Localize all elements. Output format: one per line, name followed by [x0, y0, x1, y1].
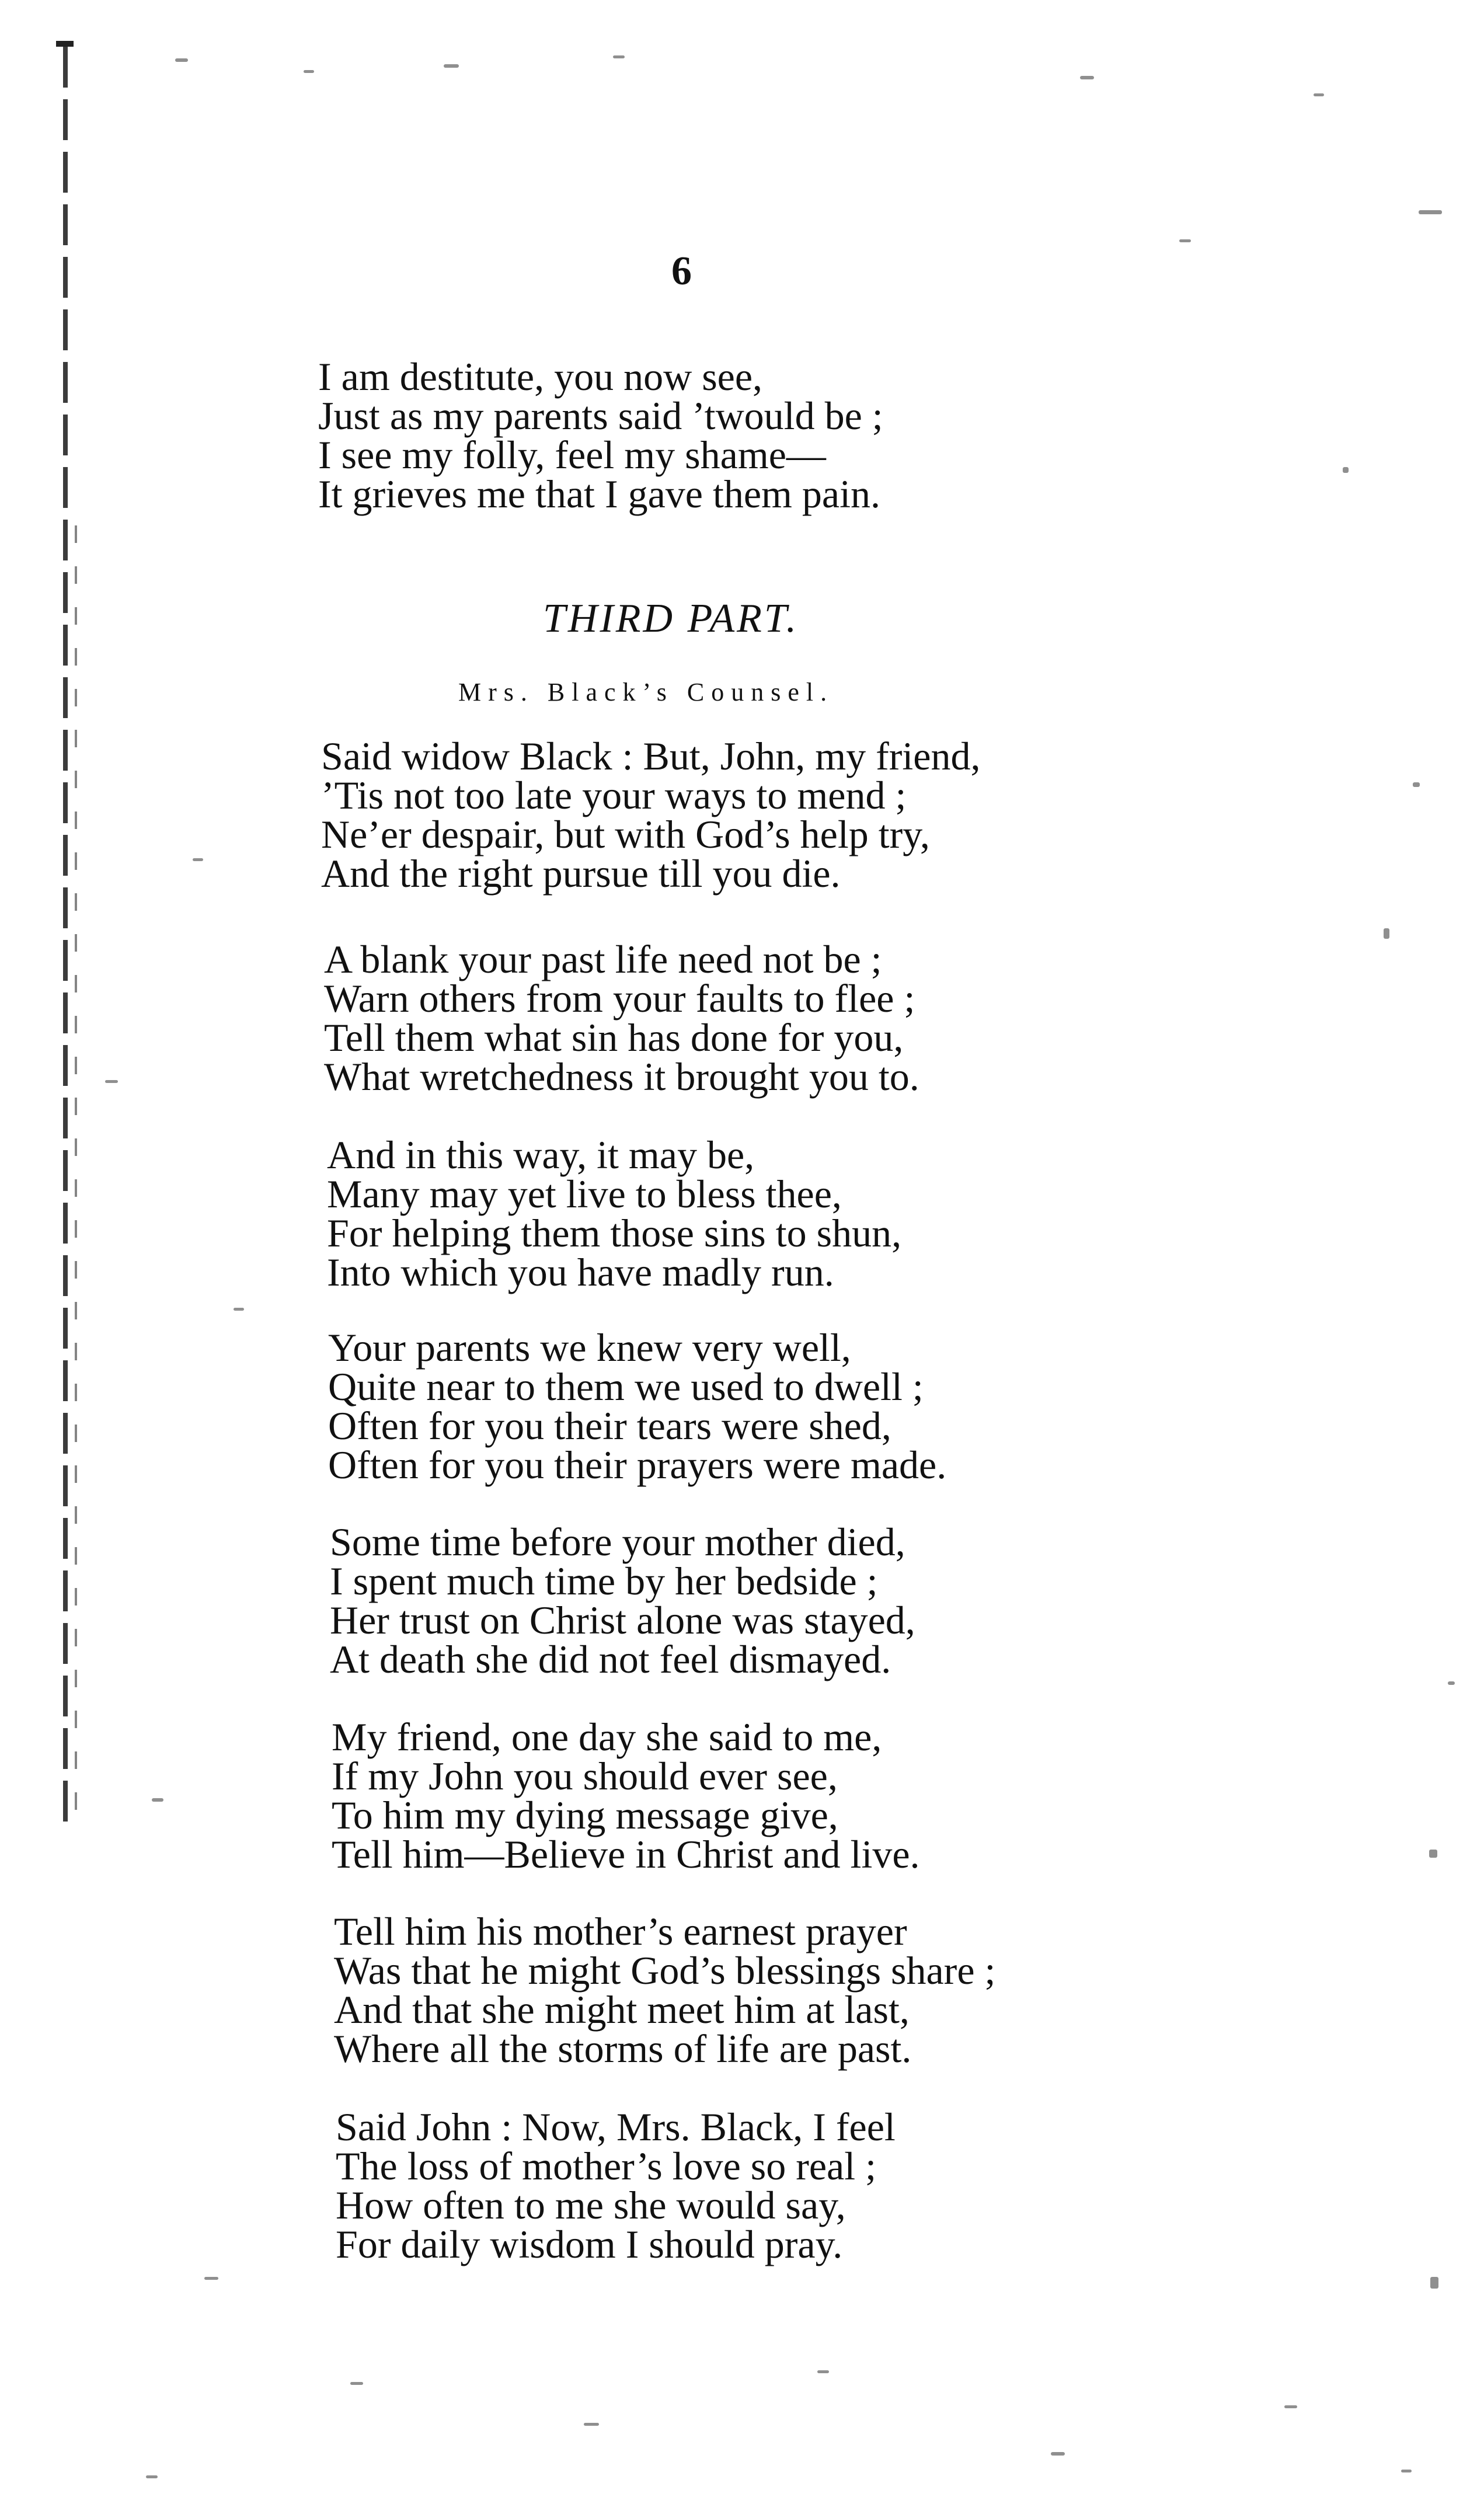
verse-line: If my John you should ever see,	[332, 1754, 838, 1798]
scan-speck	[304, 70, 314, 73]
stanza-5	[330, 1520, 915, 1681]
stanza-8	[336, 2105, 896, 2266]
scan-speck	[1430, 2277, 1438, 2289]
verse-line: Ne’er despair, but with God’s help try,	[321, 812, 930, 856]
stanza-7	[334, 1909, 996, 2071]
stanza-4	[328, 1325, 947, 1487]
scan-speck	[350, 2382, 363, 2385]
stanza-2	[324, 937, 919, 1099]
verse-line: Many may yet live to bless thee,	[327, 1172, 842, 1216]
verse-line: Quite near to them we used to dwell ;	[328, 1364, 924, 1409]
verse-line: Some time before your mother died,	[330, 1520, 905, 1564]
scan-speck	[152, 1798, 163, 1802]
verse-line: I see my folly, feel my shame—	[318, 433, 826, 477]
scan-speck	[234, 1308, 244, 1311]
scan-speck	[1413, 782, 1420, 787]
verse-line: Often for you their tears were shed,	[328, 1404, 891, 1448]
page-number: 6	[671, 249, 692, 294]
scan-speck	[1343, 467, 1349, 473]
stanza-6	[332, 1715, 920, 1876]
verse-line: Warn others from your faults to flee ;	[324, 976, 915, 1021]
verse-line: Your parents we knew very well,	[328, 1325, 851, 1370]
scan-speck	[1051, 2452, 1065, 2456]
scan-speck	[584, 2423, 599, 2426]
verse-line: I spent much time by her bedside ;	[330, 1559, 878, 1603]
verse-line: Often for you their prayers were made.	[328, 1443, 947, 1487]
stanza-3	[327, 1133, 902, 1294]
verse-line: For helping them those sins to shun,	[327, 1211, 902, 1255]
scan-speck	[1429, 1850, 1437, 1858]
verse-line: My friend, one day she said to me,	[332, 1715, 882, 1759]
scan-speck	[1384, 928, 1389, 939]
verse-line: At death she did not feel dismayed.	[330, 1637, 891, 1681]
scan-speck	[817, 2370, 829, 2373]
part-title: THIRD PART.	[543, 596, 799, 641]
verse-line: ’Tis not too late your ways to mend ;	[321, 773, 907, 817]
stanza-1	[321, 734, 981, 896]
scan-speck	[1401, 2470, 1412, 2472]
verse-line: Tell him—Believe in Christ and live.	[332, 1832, 920, 1876]
verse-line: Tell them what sin has done for you,	[324, 1015, 904, 1060]
scan-speck	[1448, 1681, 1455, 1685]
scan-speck	[1419, 210, 1442, 214]
binding-mark	[56, 41, 74, 47]
verse-line: The loss of mother’s love so real ;	[336, 2144, 877, 2188]
scan-speck	[1314, 93, 1324, 96]
verse-line: And that she might meet him at last,	[334, 1987, 910, 2032]
verse-line: And the right pursue till you die.	[321, 851, 841, 896]
verse-line: Said widow Black : But, John, my friend,	[321, 734, 981, 778]
verse-line: Was that he might God’s blessings share ;	[334, 1948, 996, 1993]
scan-speck	[613, 55, 625, 58]
scan-speck	[105, 1080, 118, 1083]
scan-speck	[1080, 76, 1094, 79]
left-margin-rule	[63, 47, 68, 1827]
verse-line: To him my dying message give,	[332, 1793, 838, 1837]
verse-line: For daily wisdom I should pray.	[336, 2222, 843, 2266]
verse-line: A blank your past life need not be ;	[324, 937, 882, 981]
scan-speck	[444, 64, 459, 68]
verse-line: Where all the storms of life are past.	[334, 2026, 912, 2071]
scan-speck	[175, 58, 188, 62]
scan-speck	[146, 2475, 158, 2478]
verse-line: Said John : Now, Mrs. Black, I feel	[336, 2105, 896, 2149]
verse-line: Tell him his mother’s earnest prayer	[334, 1909, 907, 1953]
stanza-opening	[318, 354, 883, 516]
verse-line: I am destitute, you now see,	[318, 354, 763, 399]
part-subtitle: Mrs. Black’s Counsel.	[458, 678, 834, 706]
verse-line: Just as my parents said ’twould be ;	[318, 393, 883, 438]
verse-line: It grieves me that I gave them pain.	[318, 472, 880, 516]
verse-line: What wretchedness it brought you to.	[324, 1054, 919, 1099]
left-margin-specks	[75, 525, 77, 1810]
scan-speck	[1284, 2405, 1297, 2408]
verse-line: Her trust on Christ alone was stayed,	[330, 1598, 915, 1642]
scan-speck	[204, 2277, 218, 2280]
verse-line: And in this way, it may be,	[327, 1133, 755, 1177]
verse-line: How often to me she would say,	[336, 2183, 846, 2227]
scan-speck	[193, 858, 203, 861]
scan-speck	[1179, 239, 1191, 242]
verse-line: Into which you have madly run.	[327, 1250, 834, 1294]
